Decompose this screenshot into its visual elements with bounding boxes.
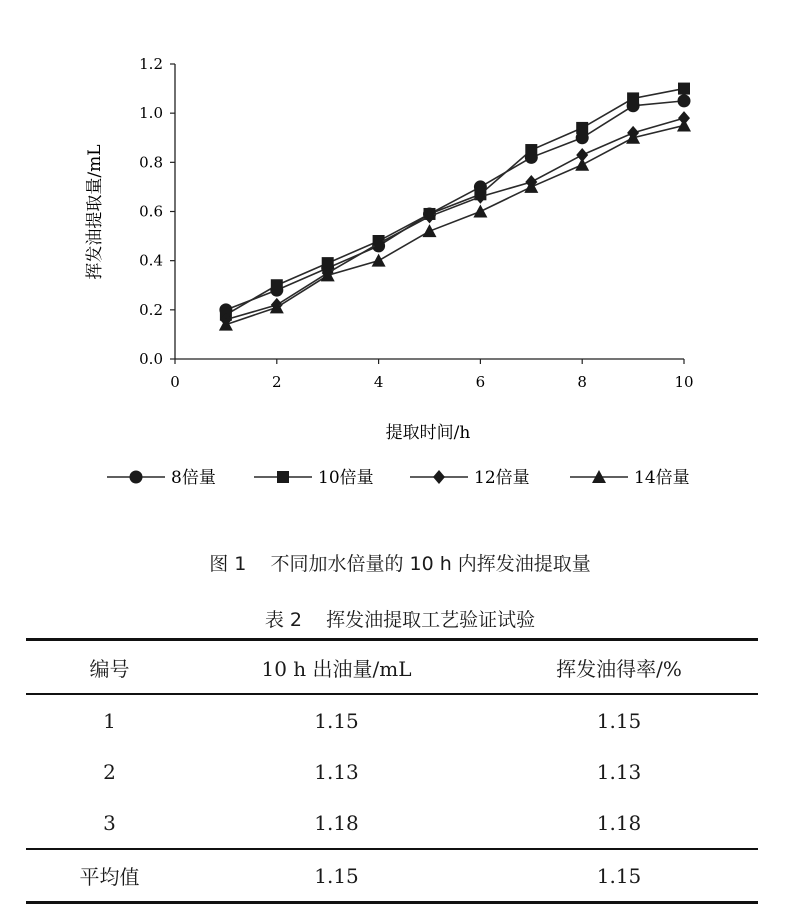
series-line [226, 125, 684, 324]
figure-caption: 图 1 不同加水倍量的 10 h 内挥发油提取量 [209, 553, 591, 575]
data-point [678, 94, 691, 107]
table-cell: 1.18 [314, 810, 359, 835]
table-row [26, 797, 758, 849]
table-cell: 平均值 [79, 865, 140, 889]
legend-marker [433, 470, 445, 484]
x-axis-label: 提取时间/h [385, 423, 471, 443]
y-tick-label: 1.2 [139, 55, 163, 73]
table-cell: 1.15 [314, 863, 359, 888]
legend-marker [130, 471, 143, 484]
y-tick-label: 0.0 [139, 350, 163, 368]
table-row [26, 746, 758, 797]
y-axis-label: 挥发油提取量/mL [85, 144, 105, 280]
legend-label: 14倍量 [634, 468, 690, 488]
table-caption: 表 2 挥发油提取工艺验证试验 [264, 609, 536, 631]
series-circle [219, 94, 690, 316]
data-point [575, 158, 589, 171]
series-line [226, 118, 684, 320]
header-oil-yield: 挥发油得率/% [556, 656, 682, 681]
table-cell: 2 [103, 759, 116, 784]
series-diamond [220, 111, 690, 327]
table-header-row [26, 640, 758, 695]
y-tick-label: 1.0 [139, 104, 163, 123]
y-tick-label: 0.6 [139, 202, 163, 221]
data-point [525, 144, 537, 156]
table-cell: 1 [103, 708, 116, 733]
y-tick-label: 0.8 [139, 153, 163, 172]
data-point [271, 279, 283, 291]
legend-label: 12倍量 [474, 468, 530, 488]
legend-marker [277, 471, 289, 483]
data-point [423, 224, 437, 237]
series-line [226, 89, 684, 315]
series-line [226, 101, 684, 310]
legend-item [254, 468, 374, 488]
table-cell: 1.13 [596, 759, 642, 784]
chart-legend [107, 468, 690, 488]
table-cell: 1.18 [596, 810, 642, 835]
table-cell: 1.13 [314, 759, 359, 784]
table-row [26, 694, 758, 746]
header-id: 编号 [89, 656, 130, 681]
series-triangle [219, 118, 691, 330]
legend-label: 10倍量 [318, 468, 374, 488]
data-point [473, 205, 487, 218]
data-point [576, 122, 588, 134]
y-tick-label: 0.2 [139, 300, 163, 319]
legend-item [570, 468, 690, 488]
x-tick-label: 6 [475, 373, 486, 391]
table-cell: 1.15 [596, 708, 642, 733]
data-point [627, 92, 639, 104]
x-tick-label: 4 [373, 373, 384, 391]
table-cell: 1.15 [314, 708, 359, 733]
legend-label: 8倍量 [171, 468, 216, 488]
header-oil-volume: 10 h 出油量/mL [261, 656, 412, 681]
legend-item [410, 468, 530, 488]
x-tick-label: 10 [674, 373, 694, 391]
y-tick-label: 0.4 [139, 251, 163, 270]
legend-item [107, 468, 216, 488]
x-tick-label: 8 [577, 373, 587, 391]
data-point [372, 254, 386, 267]
chart-series [219, 83, 691, 331]
results-table [26, 638, 758, 904]
table-cell: 1.15 [596, 863, 642, 888]
x-tick-label: 0 [170, 373, 180, 391]
table-average-row [26, 849, 758, 903]
data-point [678, 83, 690, 95]
x-tick-label: 2 [272, 373, 282, 391]
table-cell: 3 [103, 810, 116, 835]
data-point [677, 118, 691, 131]
